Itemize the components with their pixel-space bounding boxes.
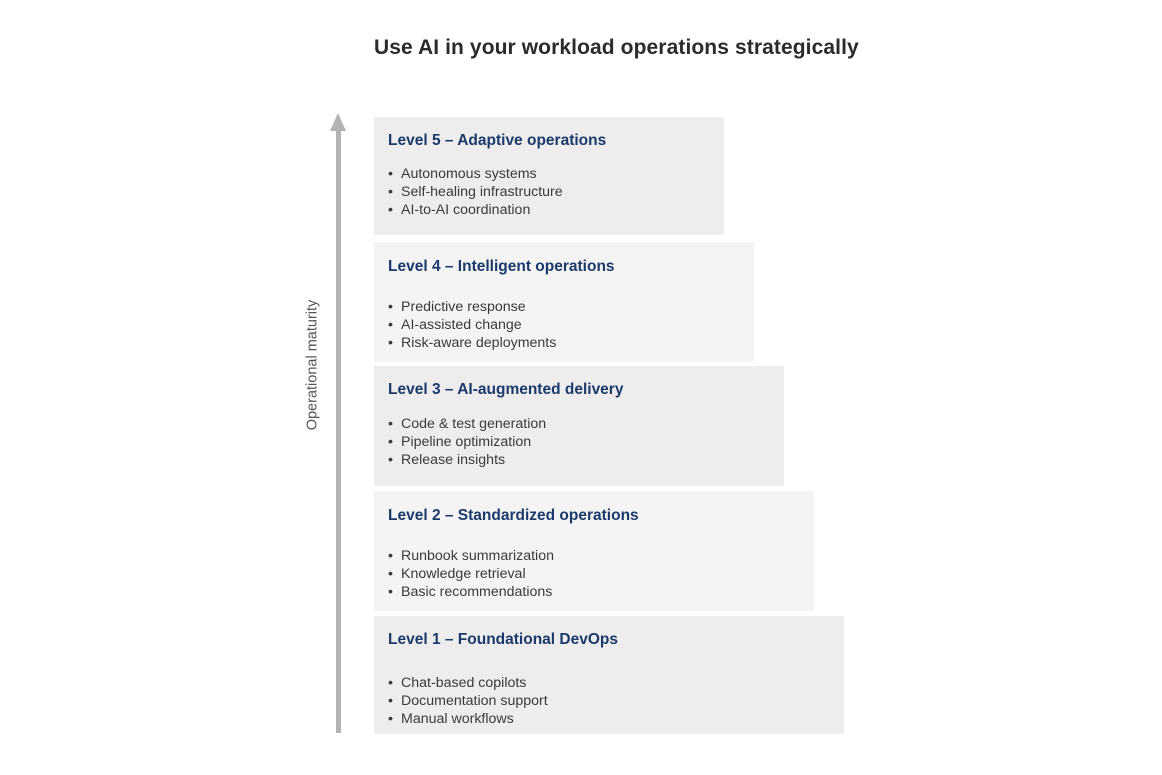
list-item	[388, 547, 554, 565]
list-item	[388, 183, 563, 201]
bullet-icon: •	[388, 452, 393, 468]
list-item-label: Documentation support	[401, 693, 548, 709]
list-item	[388, 433, 546, 451]
bullet-icon: •	[388, 202, 393, 218]
list-item	[388, 583, 554, 601]
bullet-icon: •	[388, 335, 393, 351]
list-item	[388, 316, 556, 334]
list-item	[388, 565, 554, 583]
level-block-3	[374, 366, 784, 486]
level-3-heading: Level 3 – AI-augmented delivery	[388, 381, 624, 398]
bullet-icon: •	[388, 184, 393, 200]
level-5-heading: Level 5 – Adaptive operations	[388, 132, 607, 149]
list-item	[388, 334, 556, 352]
list-item-label: Chat-based copilots	[401, 675, 527, 691]
list-item-label: AI-to-AI coordination	[401, 202, 531, 218]
level-5-items	[388, 165, 563, 219]
bullet-icon: •	[388, 416, 393, 432]
list-item	[388, 710, 548, 728]
list-item-label: AI-assisted change	[401, 317, 522, 333]
list-item-label: Autonomous systems	[401, 166, 537, 182]
bullet-icon: •	[388, 434, 393, 450]
list-item-label: Pipeline optimization	[401, 434, 532, 450]
bullet-icon: •	[388, 693, 393, 709]
level-2-heading: Level 2 – Standardized operations	[388, 507, 639, 524]
level-block-2	[374, 491, 814, 611]
list-item-label: Self-healing infrastructure	[401, 184, 563, 200]
list-item-label: Runbook summarization	[401, 548, 554, 564]
bullet-icon: •	[388, 317, 393, 333]
list-item-label: Basic recommendations	[401, 584, 553, 600]
level-1-heading: Level 1 – Foundational DevOps	[388, 631, 618, 648]
level-3-items	[388, 415, 546, 469]
list-item	[388, 451, 546, 469]
axis-label	[296, 270, 328, 460]
bullet-icon: •	[388, 584, 393, 600]
list-item	[388, 674, 548, 692]
axis-label-text: Operational maturity	[304, 299, 320, 431]
list-item-label: Knowledge retrieval	[401, 566, 526, 582]
maturity-axis	[330, 113, 348, 733]
bullet-icon: •	[388, 166, 393, 182]
list-item	[388, 165, 563, 183]
list-item	[388, 298, 556, 316]
list-item-label: Manual workflows	[401, 711, 514, 727]
level-1-items	[388, 674, 548, 728]
list-item	[388, 415, 546, 433]
list-item-label: Risk-aware deployments	[401, 335, 557, 351]
level-block-5	[374, 117, 724, 235]
level-4-heading: Level 4 – Intelligent operations	[388, 258, 615, 275]
bullet-icon: •	[388, 675, 393, 691]
level-2-items	[388, 547, 554, 601]
level-4-items	[388, 298, 556, 352]
list-item	[388, 692, 548, 710]
list-item-label: Code & test generation	[401, 416, 547, 432]
list-item-label: Predictive response	[401, 299, 526, 315]
level-block-1	[374, 616, 844, 734]
bullet-icon: •	[388, 299, 393, 315]
bullet-icon: •	[388, 566, 393, 582]
list-item-label: Release insights	[401, 452, 506, 468]
bullet-icon: •	[388, 711, 393, 727]
level-block-4	[374, 242, 754, 362]
bullet-icon: •	[388, 548, 393, 564]
axis-line	[336, 129, 341, 733]
list-item	[388, 201, 563, 219]
page-title: Use AI in your workload operations strategically	[374, 36, 859, 59]
